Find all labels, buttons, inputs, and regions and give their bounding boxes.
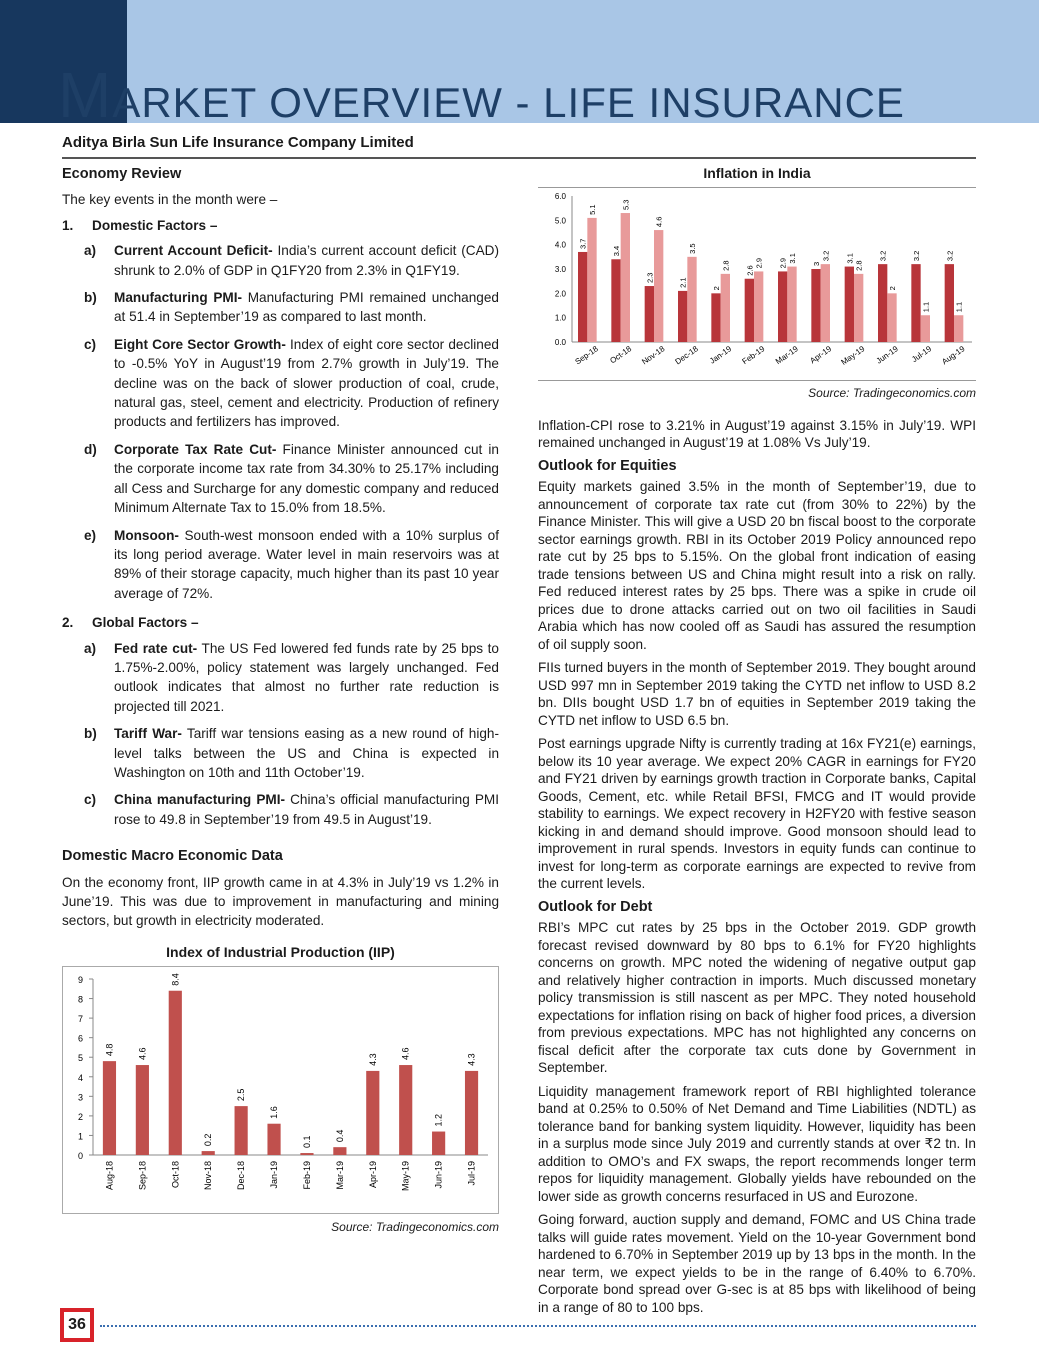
inflation-bar — [854, 273, 863, 341]
y-tick-label: 0 — [77, 1151, 83, 1162]
factor-text — [114, 639, 499, 717]
inflation-category-label: Dec-18 — [673, 343, 700, 366]
inflation-bar — [678, 290, 687, 341]
macro-text: On the economy front, IIP growth came in at 4.3% in July’19 vs 1.2% in June’19. This was due to improvement in manufacturing and mining sectors, but growth in electricity moderated. — [62, 874, 499, 929]
y-tick-label: 1 — [77, 1131, 83, 1142]
factor-body: Tariff war tensions easing as a new round of high-level talks between the US and China is expected in Washington on 10th and 11th October’19. — [114, 726, 499, 780]
factor-title: Tariff War- — [114, 726, 182, 742]
iip-data-label: 4.6 — [400, 1047, 411, 1061]
factor-item — [84, 790, 499, 829]
iip-bar — [399, 1065, 412, 1155]
factor-label: c) — [84, 336, 97, 352]
iip-bar — [235, 1106, 248, 1155]
factor-item — [84, 440, 499, 518]
factor-item — [84, 288, 499, 327]
equities-paragraph-1: Equity markets gained 3.5% in the month of September’19, due to announcement of corporate tax rate cut (from 30% to 22%) by the Finance Minister. This will give a USD 20 bn fiscal boost to the corporate sector earnings growth. RBI in its October 2019 Policy announced repo rate cut by 25 bps to 5.15%. On the global front indication of easing trade tensions between US and China might result into a risk on rally. Fed reduced interest rates by 25 bps. There was a spike in crude oil prices due to drone attacks carried out on two oil facilities in Saudi Arabia which has now cooled off as Saudi has assured the resumption of oil supply soon. — [538, 479, 976, 652]
factor-text — [114, 526, 499, 604]
y-tick-label: 2 — [77, 1112, 83, 1123]
debt-paragraph-3: Going forward, auction supply and demand, FOMC and US China trade talks will guide rates movement. Yield on the 10-year Government bond hardened to 6.70% in September 2019 up by 13 bps in the month. In the near term, we expect yields to be in the range of 6.40% to 6.70%. Corporate bond spread over G-sec is at 85 bps with likelihood of being in a range of 80 to 100 bps. — [538, 1212, 976, 1315]
iip-bar — [333, 1147, 346, 1155]
inflation-data-label: 5.3 — [621, 199, 631, 210]
y-tick-label: 4.0 — [554, 240, 566, 250]
factor-title: Monsoon- — [114, 527, 179, 543]
iip-bar — [300, 1153, 313, 1155]
inflation-bar — [845, 266, 854, 341]
factor-text — [114, 288, 499, 327]
inflation-data-label: 2 — [888, 285, 897, 290]
inflation-bar — [721, 273, 730, 341]
iip-chart-svg — [63, 967, 498, 1207]
y-tick-label: 8 — [77, 994, 83, 1005]
iip-category-label: Jul-19 — [466, 1161, 477, 1186]
inflation-source: Source: Tradingeconomics.com — [808, 386, 976, 400]
inflation-category-label: Feb-19 — [740, 343, 767, 366]
inflation-bar — [811, 269, 820, 342]
inflation-data-label: 3.2 — [945, 250, 955, 261]
y-tick-label: 4 — [77, 1072, 83, 1083]
inflation-bar — [911, 264, 920, 342]
iip-category-label: Feb-19 — [301, 1161, 312, 1190]
inflation-bar — [578, 251, 587, 341]
page-title: MARKET OVERVIEW - LIFE INSURANCE — [58, 59, 905, 131]
inflation-data-label: 5.1 — [588, 203, 597, 215]
iip-category-label: Jan-19 — [269, 1161, 280, 1189]
factor-body: South-west monsoon ended with a 10% surplus of its long period average. Water level in main reservoirs was at 89% of their storage capacity, much higher than its past 10 year average of 72%. — [114, 527, 499, 601]
iip-category-label: Mar-19 — [334, 1161, 345, 1190]
factor-label: a) — [84, 243, 97, 259]
iip-data-label: 2.5 — [236, 1088, 247, 1102]
inflation-data-label: 3.4 — [612, 245, 621, 256]
factor-title: China manufacturing PMI- — [114, 792, 286, 808]
domestic-factors-heading: 1. Domestic Factors – — [62, 217, 218, 233]
iip-category-label: Nov-18 — [203, 1161, 214, 1191]
inflation-bar — [754, 271, 763, 342]
debt-heading: Outlook for Debt — [538, 898, 653, 915]
inflation-data-label: 1.1 — [921, 301, 931, 312]
inflation-bar — [711, 293, 720, 342]
inflation-bar — [745, 278, 754, 341]
intro-text: The key events in the month were – — [62, 192, 278, 208]
factor-label: a) — [84, 640, 97, 656]
debt-paragraph-2: Liquidity management framework report of RBI highlighted tolerance band at 0.25% to 0.50% of Net Demand and Time Liabilities (NDTL) as tolerance band for banking system liquidity. However, liquidity has been in a surplus mode since July 2019 and currently stands at over ₹2 tn. In addition to OMO’s and FX swaps, the report recommends longer term repos for liquidity management. Globally yields have rebounded on the lower side as growth concerns resurfaced in US and Eurozone. — [538, 1083, 976, 1204]
inflation-data-label: 4.6 — [654, 216, 664, 227]
inflation-data-label: 2 — [712, 285, 721, 290]
footer-dotted-rule — [100, 1325, 976, 1327]
iip-category-label: Dec-18 — [236, 1161, 247, 1191]
y-tick-label: 2.0 — [554, 288, 566, 298]
inflation-bar — [821, 264, 830, 342]
iip-chart — [62, 966, 499, 1213]
company-name: Aditya Birla Sun Life Insurance Company Limited — [62, 134, 414, 151]
inflation-category-label: Oct-18 — [608, 343, 634, 365]
inflation-data-label: 2.8 — [721, 259, 731, 271]
page-number: 36 — [64, 1312, 90, 1338]
inflation-bar — [645, 286, 654, 342]
factor-body: The US Fed lowered fed funds rate by 25 bps to 1.75%-2.00%, policy statement was largely unchanged. Fed outlook indicates that almost no further rate reduction is projected till 2021. — [114, 640, 499, 714]
factor-text — [114, 440, 499, 518]
inflation-bar — [921, 315, 930, 342]
inflation-data-label: 2.6 — [745, 264, 755, 276]
iip-data-label: 0.1 — [301, 1135, 312, 1149]
iip-category-label: Apr-19 — [367, 1161, 378, 1189]
factor-label: b) — [84, 726, 97, 742]
factor-title: Eight Core Sector Growth- — [114, 336, 286, 352]
y-tick-label: 3 — [77, 1092, 83, 1103]
right-column — [538, 165, 976, 1322]
factor-body: Finance Minister announced cut in the corporate income tax rate from 34.30% to 25.17% including all Cess and Surcharge for any domestic company and reduced Minimum Alternate Tax to 15.0% from 18.5%. — [114, 441, 499, 516]
factor-item — [84, 639, 499, 717]
global-factors-heading: 2. Global Factors – — [62, 615, 199, 631]
equities-heading: Outlook for Equities — [538, 457, 677, 474]
iip-data-label: 0.2 — [203, 1133, 214, 1147]
debt-paragraph-1: RBI’s MPC cut rates by 25 bps in the October 2019. GDP growth forecast revised downward by 80 bps to 6.1% for FY20 highlights concerns on growth. MPC noted the widening of negative output gap and relatively higher contraction in imports. Much discussed monetary policy transmission is still nascent as per MPC. They noted household expectations for inflation rising on back of higher food prices, a diversion from previous expectations. MPC has not highlighted any concerns on fiscal deficit after the corporate tax cuts done by Government in September. — [538, 920, 976, 1075]
inflation-data-label: 2.3 — [645, 272, 655, 283]
factor-title: Corporate Tax Rate Cut- — [114, 441, 277, 457]
iip-data-label: 4.3 — [367, 1053, 378, 1067]
inflation-data-label: 2.9 — [754, 257, 764, 268]
inflation-data-label: 2.9 — [778, 257, 788, 268]
iip-category-label: Jun-19 — [433, 1161, 444, 1189]
iip-category-label: May-19 — [400, 1161, 411, 1192]
y-tick-label: 1.0 — [554, 313, 566, 323]
iip-category-label: Oct-18 — [170, 1161, 181, 1189]
inflation-data-label: 3.2 — [912, 250, 921, 261]
factor-label: b) — [84, 290, 97, 306]
iip-bar — [366, 1071, 379, 1155]
factor-item — [84, 724, 499, 782]
y-tick-label: 5 — [77, 1053, 83, 1064]
inflation-data-label: 3 — [812, 261, 821, 266]
inflation-bar — [778, 271, 787, 342]
inflation-bar — [945, 264, 954, 342]
inflation-bar — [954, 315, 963, 342]
inflation-chart-svg — [538, 188, 976, 376]
iip-category-label: Sep-18 — [137, 1161, 148, 1191]
macro-heading: Domestic Macro Economic Data — [62, 848, 283, 865]
factor-title: Current Account Deficit- — [114, 243, 273, 259]
y-tick-label: 6.0 — [554, 191, 566, 201]
inflation-category-label: Apr-19 — [808, 343, 834, 365]
equities-paragraph-3: Post earnings upgrade Nifty is currently trading at 16x FY21(e) earnings, below its 10 year average. We expect 20% CAGR in earnings for FY20 and FY21 driven by earnings growth traction in Corporate banks, Capital Goods, Cement, etc. while Retail BFSI, FMCG and IT would provide stability to earnings. We expect recovery in H2FY20 with festive season kicking in and demand should improve. Good monsoon should lead to improvement in rural spends. Investors in equity funds can continue to invest for long-term as corporate earnings are expected to revive from the current levels. — [538, 736, 976, 891]
inflation-bar — [611, 259, 620, 342]
iip-data-label: 0.4 — [334, 1129, 345, 1143]
inflation-category-label: Mar-19 — [773, 343, 800, 366]
inflation-data-label: 3.2 — [878, 250, 888, 261]
inflation-data-label: 1.1 — [954, 301, 964, 312]
iip-source: Source: Tradingeconomics.com — [331, 1219, 499, 1234]
inflation-category-label: Sep-18 — [573, 343, 600, 366]
factor-text — [114, 724, 499, 782]
iip-data-label: 4.6 — [137, 1047, 148, 1061]
iip-bar — [169, 991, 182, 1155]
iip-bar — [267, 1124, 280, 1155]
domestic-factors-list — [62, 241, 499, 603]
inflation-data-label: 3.1 — [845, 252, 855, 264]
iip-bar — [465, 1071, 478, 1155]
y-tick-label: 9 — [77, 975, 83, 986]
inflation-data-label: 3.1 — [788, 252, 797, 264]
y-tick-label: 7 — [77, 1014, 83, 1025]
inflation-category-label: Nov-18 — [640, 343, 667, 366]
factor-label: c) — [84, 792, 97, 808]
inflation-bar — [654, 230, 663, 342]
y-tick-label: 5.0 — [554, 215, 566, 225]
inflation-bar — [887, 293, 896, 342]
inflation-text: Inflation-CPI rose to 3.21% in August’19 against 3.15% in July’19. WPI remained unchanged in August’19 at 1.08% Vs July’19. — [538, 417, 976, 450]
inflation-data-label: 3.7 — [578, 238, 588, 249]
factor-item — [84, 241, 499, 280]
inflation-category-label: Jul-19 — [910, 343, 934, 364]
y-tick-label: 6 — [77, 1033, 83, 1044]
inflation-bar — [621, 213, 630, 342]
factor-title: Fed rate cut- — [114, 640, 198, 656]
iip-bar — [136, 1065, 149, 1155]
left-column — [62, 165, 499, 1237]
y-tick-label: 3.0 — [554, 264, 566, 274]
economy-review-heading: Economy Review — [62, 166, 182, 182]
iip-bar — [103, 1061, 116, 1155]
factor-body: Index of eight core sector declined to -0.5% YoY in August’19 from 2.7% growth in July’19. The decline was on the back of slower production of coal, crude, natural gas, steel, cement and electricity. Production of refinery products and fertilizers has improved. — [114, 336, 499, 430]
inflation-chart-title: Inflation in India — [703, 165, 811, 181]
y-tick-label: 0.0 — [554, 337, 566, 347]
divider — [62, 157, 976, 159]
inflation-category-label: Aug-19 — [940, 343, 967, 366]
factor-label: e) — [84, 527, 97, 543]
factor-body: India’s current account deficit (CAD) shrunk to 2.0% of GDP in Q1FY20 from 2.3% in Q1FY19. — [114, 243, 499, 278]
factor-label: d) — [84, 441, 97, 457]
factor-body: Manufacturing PMI remained unchanged at 51.4 in September’19 as compared to last month. — [114, 290, 499, 325]
iip-category-label: Aug-18 — [104, 1161, 115, 1191]
factor-title: Manufacturing PMI- — [114, 290, 243, 306]
inflation-chart — [538, 187, 976, 382]
inflation-category-label: Jun-19 — [874, 343, 900, 366]
iip-data-label: 4.8 — [104, 1043, 115, 1057]
factor-item — [84, 526, 499, 604]
inflation-data-label: 3.2 — [821, 250, 831, 261]
factor-text — [114, 241, 499, 280]
inflation-bar — [878, 264, 887, 342]
inflation-bar — [687, 256, 696, 341]
iip-bar — [432, 1132, 445, 1155]
inflation-data-label: 2.1 — [678, 276, 688, 288]
inflation-bar — [587, 217, 596, 341]
iip-chart-title: Index of Industrial Production (IIP) — [166, 943, 395, 960]
global-factors-list — [62, 639, 499, 830]
inflation-category-label: May-19 — [839, 343, 867, 367]
iip-bar — [202, 1151, 215, 1155]
equities-paragraph-2: FIIs turned buyers in the month of September 2019. They bought around USD 997 mn in September 2019 taking the CYTD net inflow to USD 8.2 bn. DIIs bought USD 1.7 bn of equities in September 2019 taking the CYTD net inflow to USD 6.5 bn. — [538, 660, 976, 728]
factor-text — [114, 335, 499, 432]
factor-text — [114, 790, 499, 829]
iip-data-label: 8.4 — [170, 973, 181, 986]
iip-data-label: 1.2 — [433, 1114, 444, 1127]
iip-data-label: 4.3 — [466, 1053, 477, 1067]
iip-data-label: 1.6 — [269, 1106, 280, 1119]
inflation-data-label: 2.8 — [854, 259, 864, 271]
inflation-bar — [787, 266, 796, 341]
factor-body: China’s official manufacturing PMI rose to 49.8 in September’19 from 49.5 in August’19. — [114, 792, 499, 827]
factor-item — [84, 335, 499, 432]
inflation-category-label: Jan-19 — [707, 343, 734, 366]
inflation-data-label: 3.5 — [688, 242, 697, 254]
